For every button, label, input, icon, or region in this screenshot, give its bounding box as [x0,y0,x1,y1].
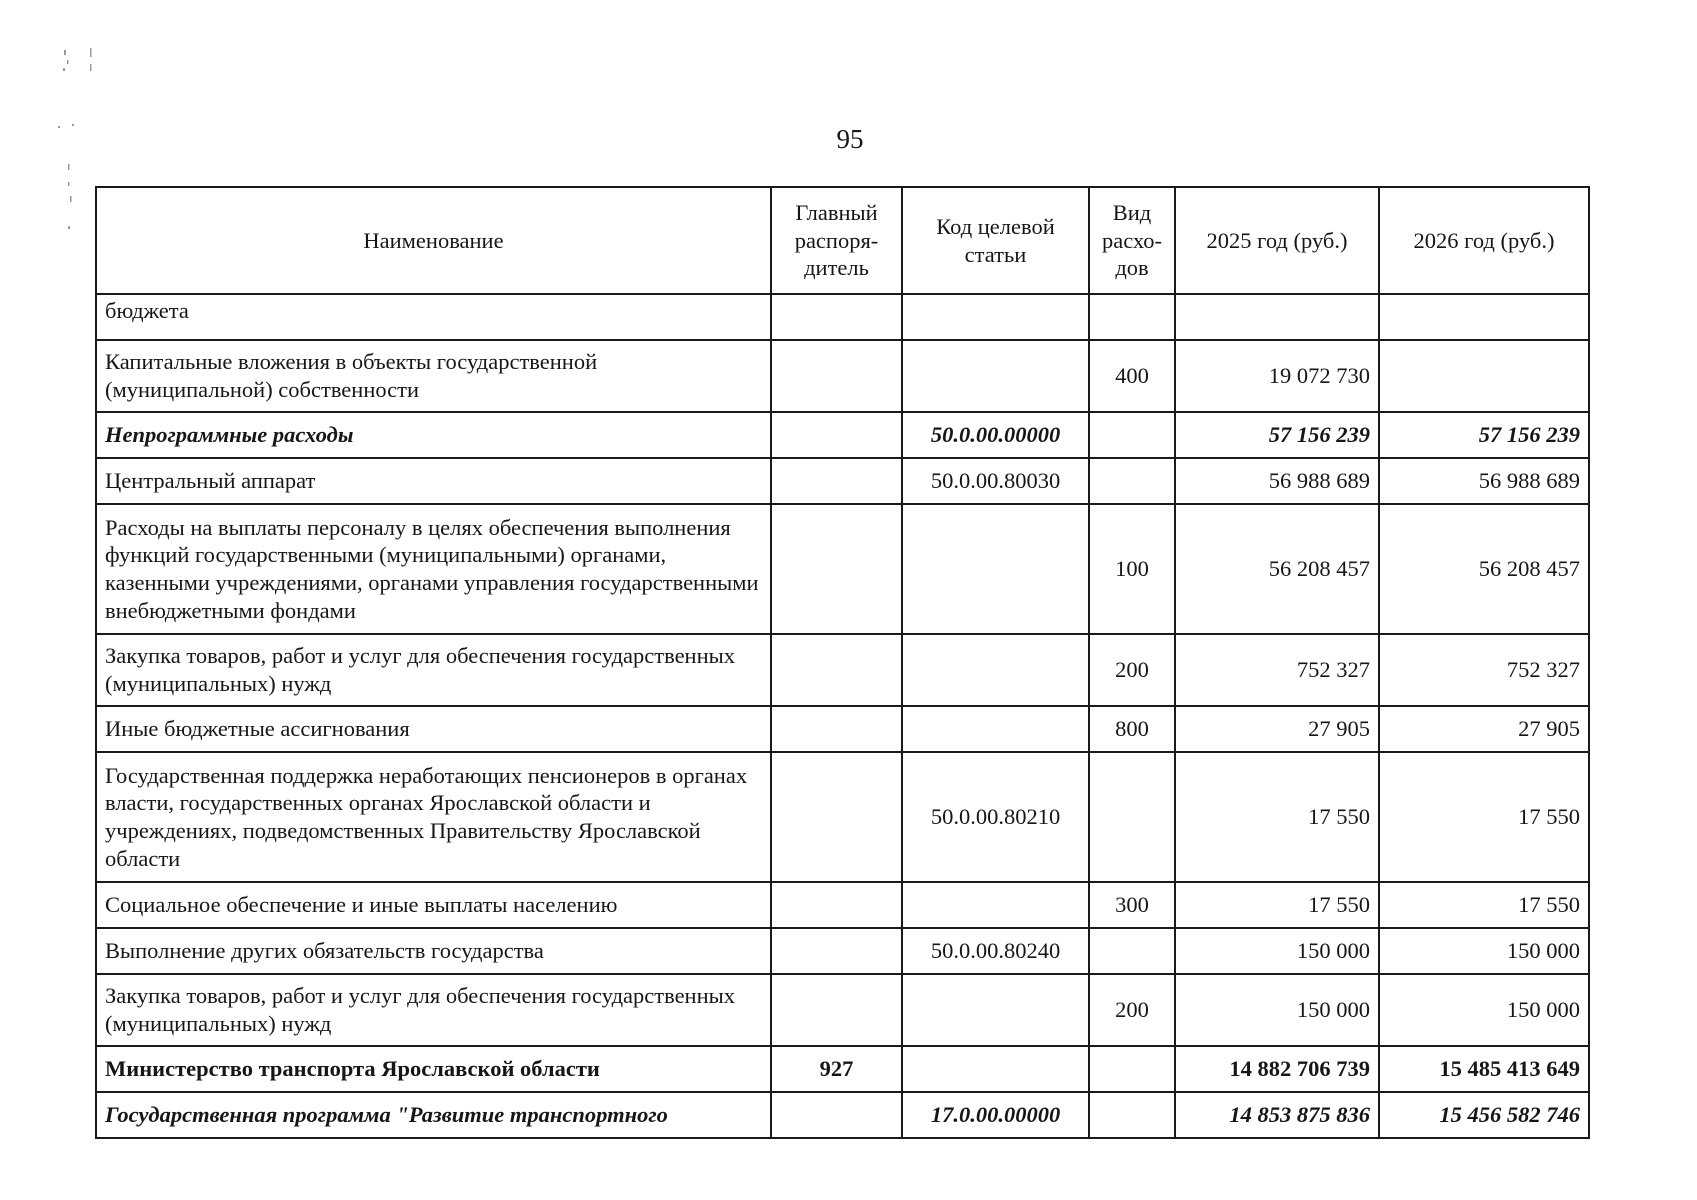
cell-amount-2025: 56 988 689 [1175,458,1379,504]
cell-expense-type: 800 [1089,706,1175,752]
cell-amount-2025: 56 208 457 [1175,504,1379,634]
cell-name: Закупка товаров, работ и услуг для обеспечения государственных (муниципальных) нужд [96,634,771,706]
header-year-2026: 2026 год (руб.) [1379,187,1589,294]
header-main-administrator: Главный распоря-дитель [771,187,902,294]
cell-amount-2026: 150 000 [1379,974,1589,1046]
cell-name: Капитальные вложения в объекты государственной (муниципальной) собственности [96,340,771,412]
header-target-code: Код целевой статьи [902,187,1089,294]
cell-amount-2026 [1379,340,1589,412]
table-row [96,706,1589,752]
cell-target-code [902,974,1089,1046]
cell-amount-2025: 14 853 875 836 [1175,1092,1379,1138]
header-year-2025: 2025 год (руб.) [1175,187,1379,294]
cell-amount-2025: 14 882 706 739 [1175,1046,1379,1092]
cell-target-code [902,882,1089,928]
cell-main-administrator [771,412,902,458]
table-row [96,634,1589,706]
cell-expense-type: 300 [1089,882,1175,928]
cell-target-code [902,294,1089,340]
cell-expense-type [1089,1092,1175,1138]
cell-target-code [902,504,1089,634]
cell-expense-type: 200 [1089,634,1175,706]
cell-main-administrator [771,882,902,928]
cell-main-administrator [771,458,902,504]
cell-amount-2025: 150 000 [1175,974,1379,1046]
scan-margin-marks [30,40,100,240]
cell-main-administrator [771,974,902,1046]
cell-amount-2026: 57 156 239 [1379,412,1589,458]
cell-main-administrator [771,752,902,882]
cell-name: Государственная программа "Развитие транспортного [96,1092,771,1138]
cell-expense-type [1089,294,1175,340]
table-row [96,1092,1589,1138]
cell-target-code: 50.0.00.80240 [902,928,1089,974]
cell-amount-2025: 19 072 730 [1175,340,1379,412]
table-row [96,974,1589,1046]
cell-main-administrator [771,706,902,752]
table-row [96,882,1589,928]
table-row [96,458,1589,504]
cell-amount-2026: 17 550 [1379,752,1589,882]
table-body [96,294,1589,1138]
table-row [96,340,1589,412]
header-name: Наименование [96,187,771,294]
cell-name: Центральный аппарат [96,458,771,504]
cell-amount-2026: 56 208 457 [1379,504,1589,634]
cell-amount-2026: 17 550 [1379,882,1589,928]
cell-name: Выполнение других обязательств государства [96,928,771,974]
cell-target-code [902,340,1089,412]
cell-name: бюджета [96,294,771,340]
cell-amount-2025: 17 550 [1175,752,1379,882]
header-expense-type: Вид расхо-дов [1089,187,1175,294]
cell-main-administrator [771,340,902,412]
cell-name: Закупка товаров, работ и услуг для обеспечения государственных (муниципальных) нужд [96,974,771,1046]
cell-amount-2025 [1175,294,1379,340]
cell-amount-2025: 752 327 [1175,634,1379,706]
cell-target-code [902,634,1089,706]
table-row [96,1046,1589,1092]
cell-amount-2025: 27 905 [1175,706,1379,752]
table-row [96,928,1589,974]
cell-amount-2026: 150 000 [1379,928,1589,974]
cell-main-administrator [771,504,902,634]
table-row [96,752,1589,882]
cell-main-administrator [771,1092,902,1138]
cell-main-administrator [771,928,902,974]
cell-expense-type [1089,1046,1175,1092]
cell-main-administrator [771,294,902,340]
cell-target-code: 50.0.00.80210 [902,752,1089,882]
cell-expense-type [1089,458,1175,504]
cell-expense-type: 400 [1089,340,1175,412]
cell-main-administrator: 927 [771,1046,902,1092]
table-row [96,294,1589,340]
cell-name: Государственная поддержка неработающих пенсионеров в органах власти, государственных органах Ярославской области и учреждениях, подведомственных Правительству Ярославской области [96,752,771,882]
cell-amount-2025: 17 550 [1175,882,1379,928]
cell-target-code: 50.0.00.00000 [902,412,1089,458]
cell-name: Непрограммные расходы [96,412,771,458]
cell-amount-2026 [1379,294,1589,340]
cell-expense-type [1089,928,1175,974]
cell-amount-2026: 15 456 582 746 [1379,1092,1589,1138]
cell-name: Расходы на выплаты персоналу в целях обеспечения выполнения функций государственными (муниципальными) органами, казенными учреждениями, органами управления государственными внебюджетными фондами [96,504,771,634]
cell-expense-type [1089,412,1175,458]
page-number: 95 [836,124,864,154]
cell-expense-type: 100 [1089,504,1175,634]
cell-name: Министерство транспорта Ярославской области [96,1046,771,1092]
table-row [96,504,1589,634]
cell-amount-2026: 56 988 689 [1379,458,1589,504]
cell-amount-2026: 15 485 413 649 [1379,1046,1589,1092]
cell-name: Социальное обеспечение и иные выплаты населению [96,882,771,928]
cell-target-code [902,1046,1089,1092]
table-row [96,412,1589,458]
header-row [96,187,1589,294]
cell-expense-type [1089,752,1175,882]
cell-main-administrator [771,634,902,706]
cell-amount-2026: 27 905 [1379,706,1589,752]
cell-amount-2025: 57 156 239 [1175,412,1379,458]
cell-amount-2025: 150 000 [1175,928,1379,974]
cell-target-code: 50.0.00.80030 [902,458,1089,504]
budget-table [95,186,1590,1139]
cell-target-code [902,706,1089,752]
cell-amount-2026: 752 327 [1379,634,1589,706]
cell-expense-type: 200 [1089,974,1175,1046]
cell-target-code: 17.0.00.00000 [902,1092,1089,1138]
cell-name: Иные бюджетные ассигнования [96,706,771,752]
